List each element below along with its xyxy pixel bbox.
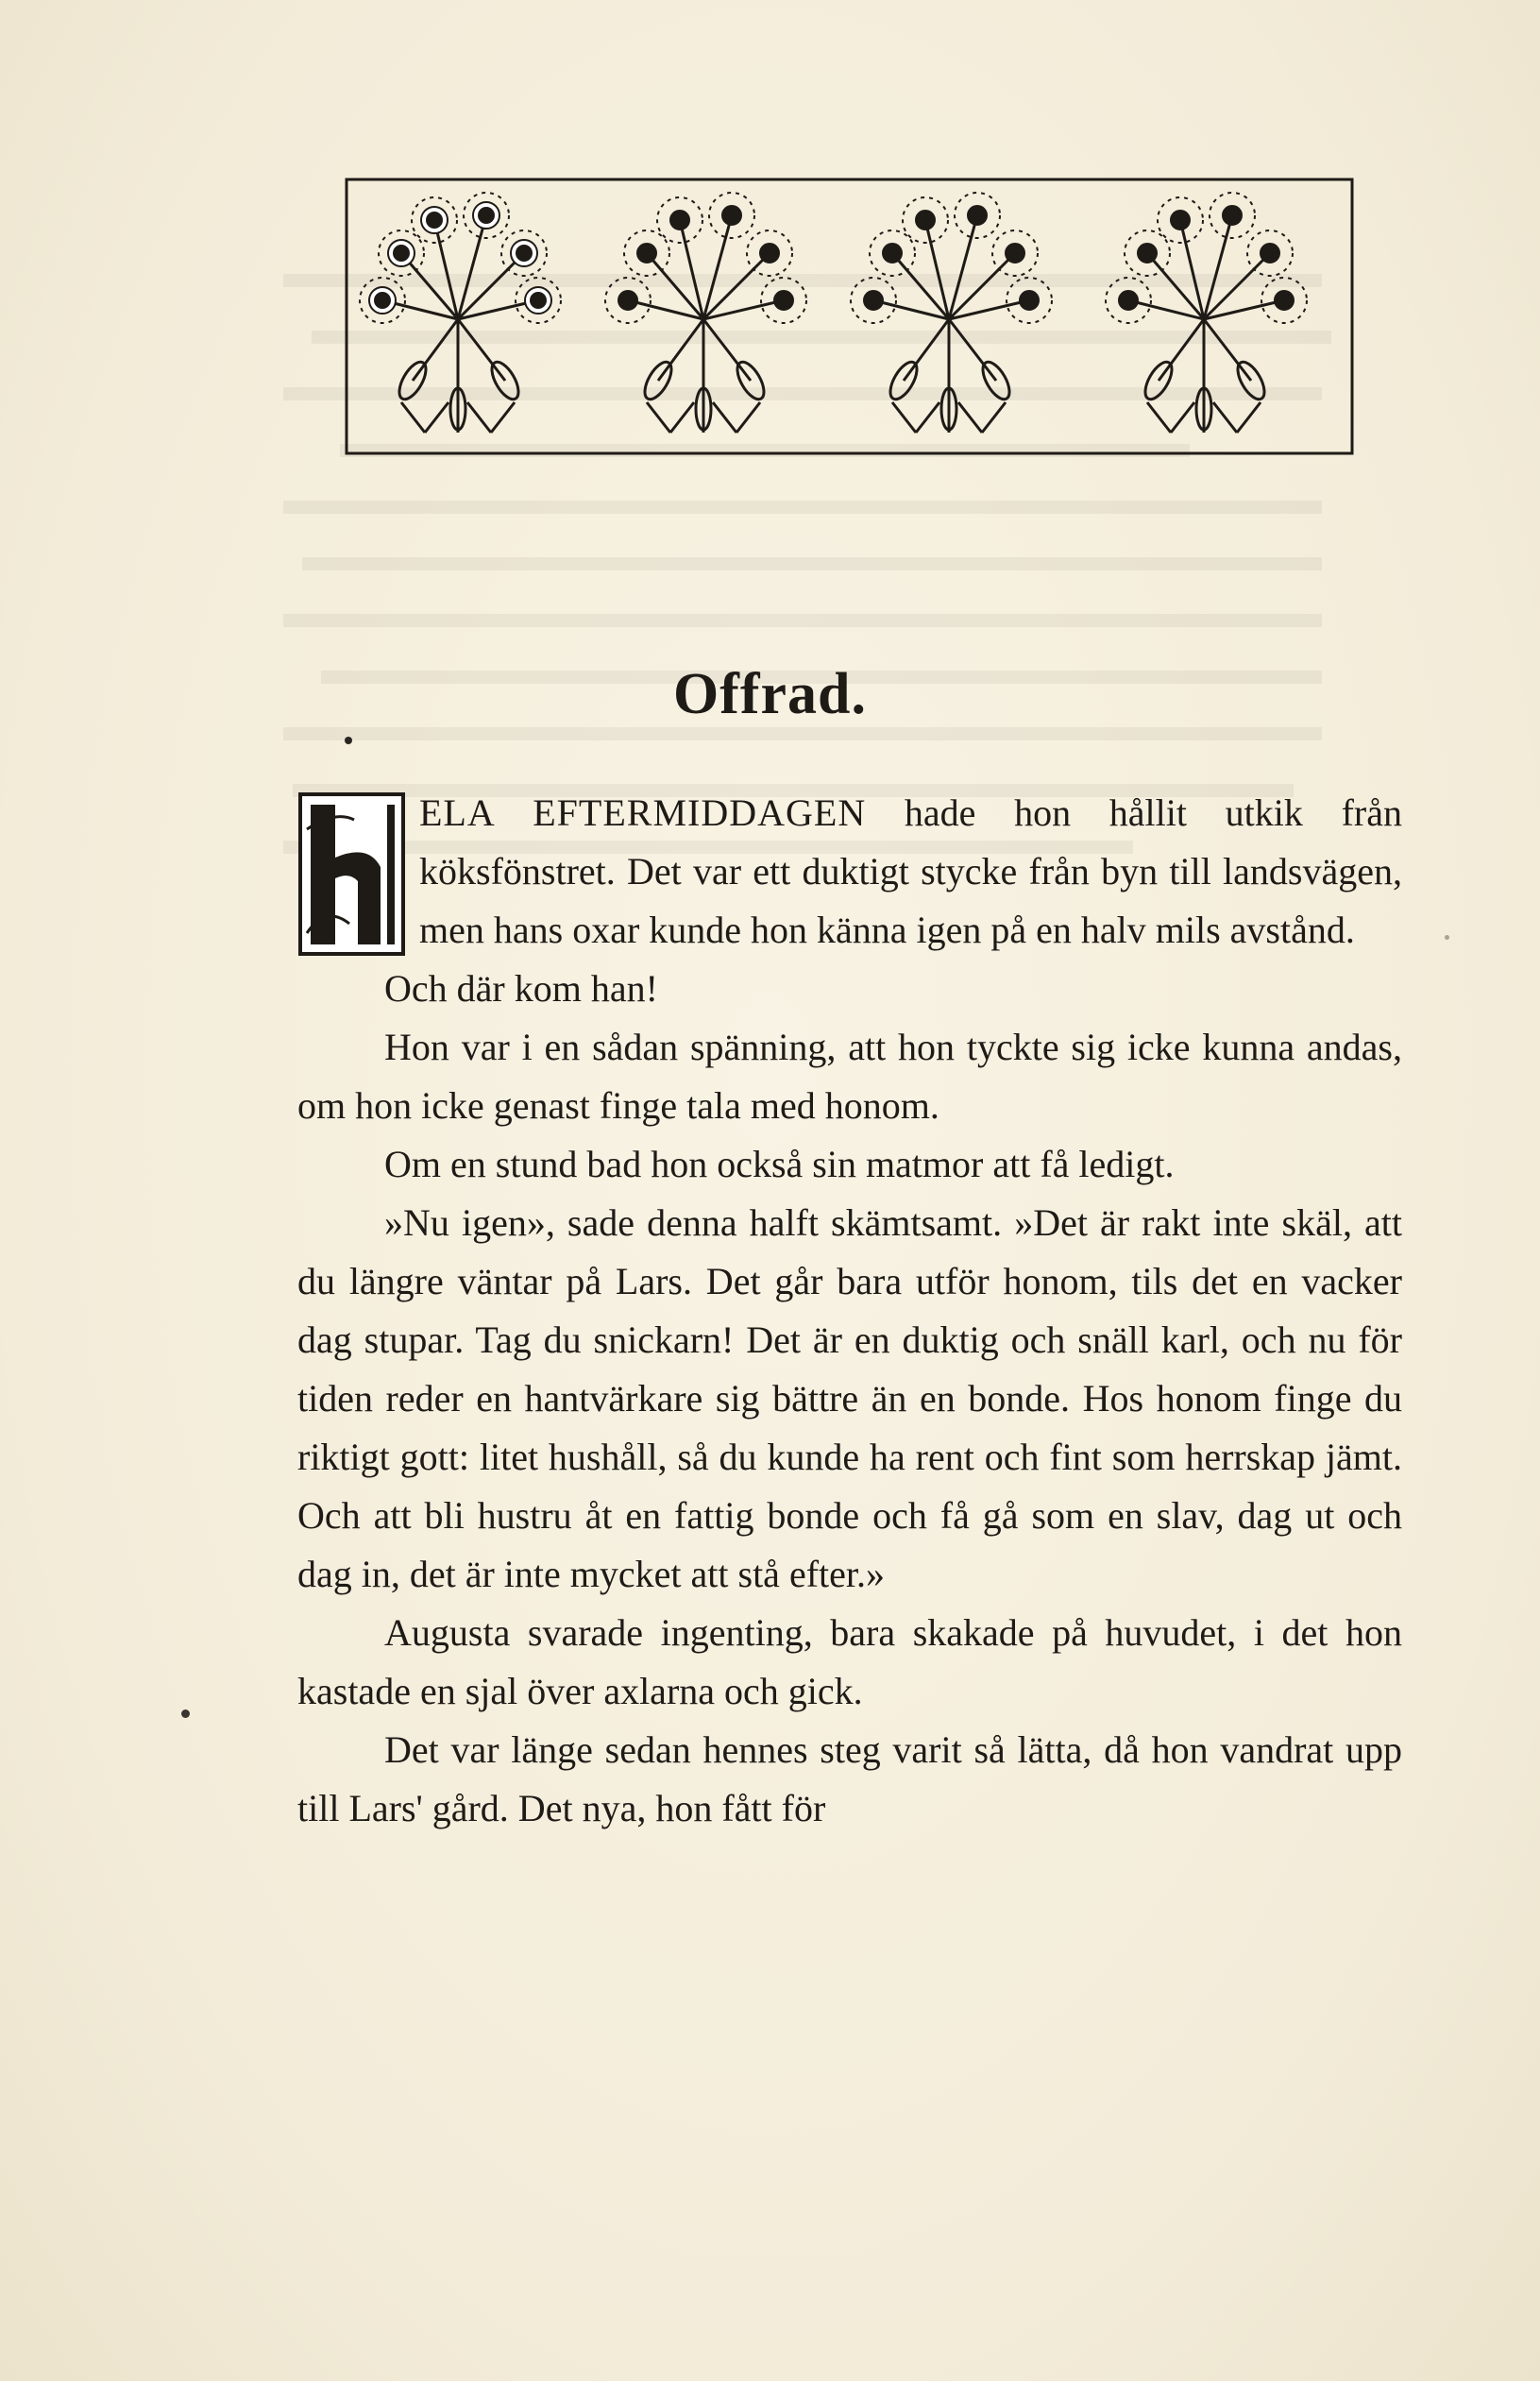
body-text — [297, 784, 1402, 1838]
paragraph: Hon var i en sådan spänning, att hon tyckte sig icke kunna andas, om hon icke genast finge tala med honom. — [297, 1026, 1402, 1127]
paragraph: Om en stund bad hon också sin matmor att få ledigt. — [384, 1143, 1175, 1185]
paragraph: Och där kom han! — [384, 967, 658, 1010]
paper-speck — [1445, 935, 1449, 940]
flower-border-icon — [345, 178, 1360, 461]
paper-speck — [181, 1709, 190, 1718]
chapter-title: Offrad. — [672, 662, 868, 726]
stray-dot — [345, 737, 352, 744]
ornamental-initial-h-icon — [297, 791, 406, 957]
paragraph: Det var länge sedan hennes steg varit så lätta, då hon vandrat upp till Lars' gård. Det nya, hon fått för — [297, 1728, 1402, 1829]
first-paragraph-text: hade hon hållit utkik från köksfönstret. Det var ett duktigt stycke från byn till landsvägen, men hans oxar kunde hon känna igen på en halv mils avstånd. — [419, 791, 1402, 951]
paragraph: »Nu igen», sade denna halft skämtsamt. »Det är rakt inte skäl, att du längre väntar på Lars. Det går bara utför honom, tils det en vacker dag stupar. Tag du snickarn! Det är en duktig och snäll karl, och nu för tiden reder en hantvärkare sig bättre än en bonde. Hos honom finge du riktigt gott: litet hushåll, så du kunde ha rent och fint som herrskap jämt. Och att bli hustru åt en fattig bonde och få gå som en slav, dag ut och dag in, det är inte mycket att stå efter.» — [297, 1201, 1402, 1595]
first-words-caps: ELA EFTERMIDDAGEN — [419, 791, 867, 834]
paragraph: Augusta svarade ingenting, bara skakade på huvudet, i det hon kastade en sjal över axlarna och gick. — [297, 1611, 1402, 1712]
first-paragraph — [297, 784, 1402, 960]
